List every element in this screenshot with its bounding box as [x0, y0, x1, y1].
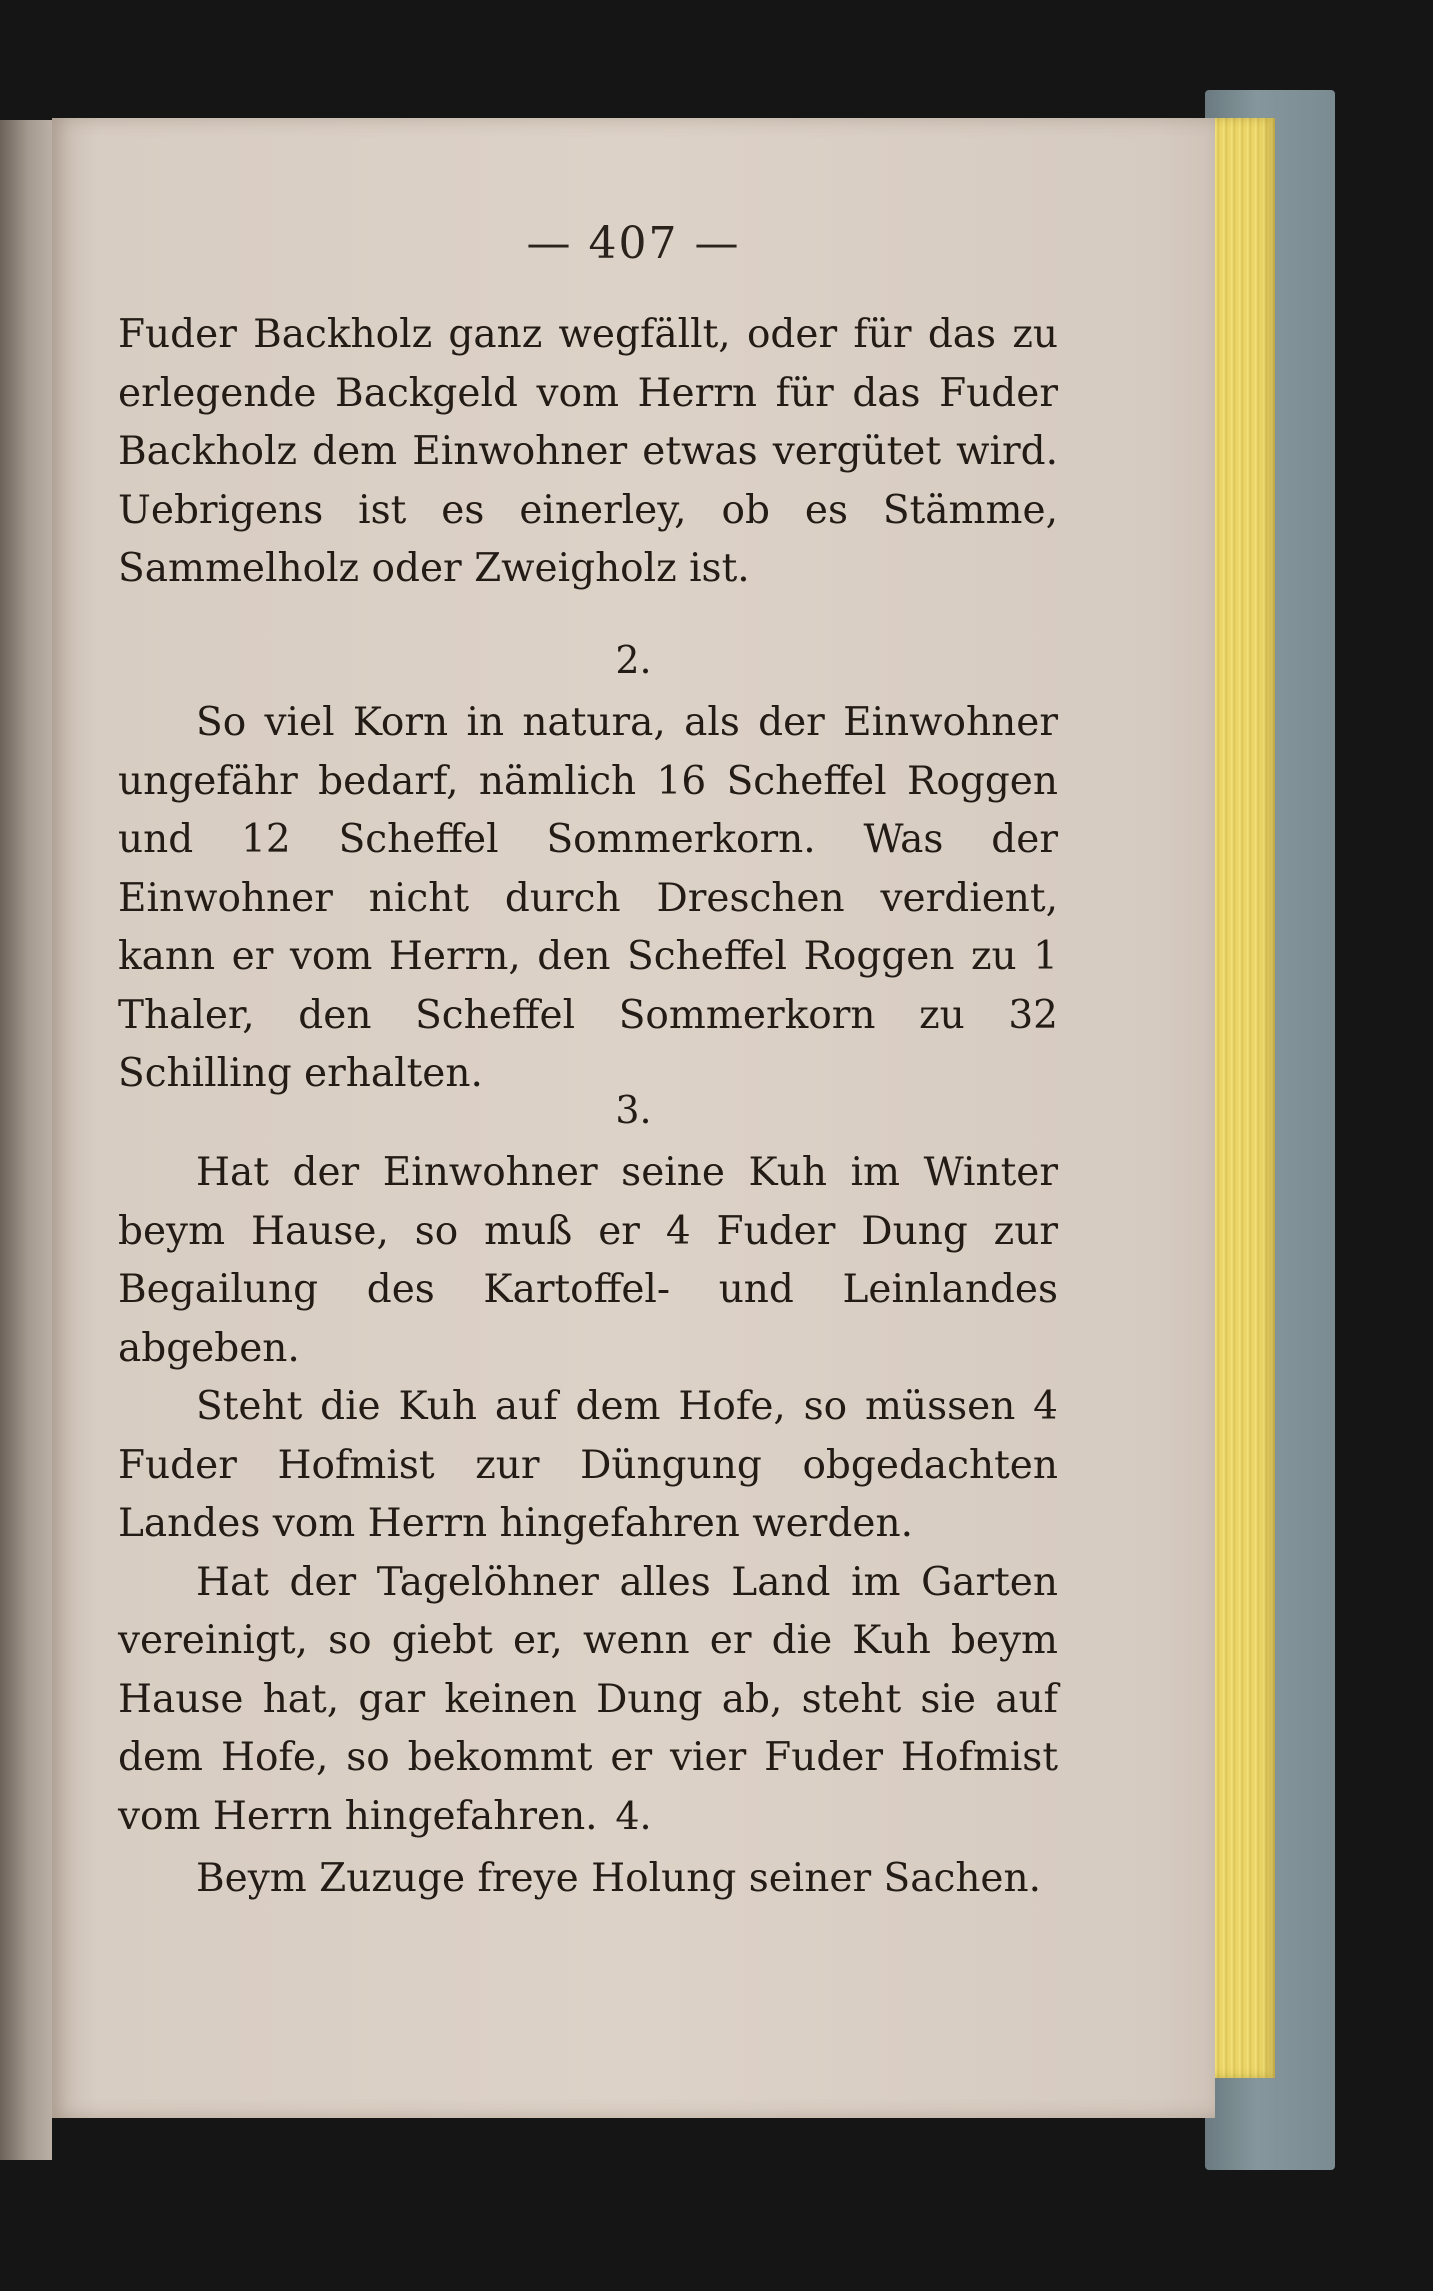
section-2-text	[118, 694, 1058, 1104]
page-number: — 407 —	[526, 218, 741, 269]
section-number-2: 2.	[615, 638, 652, 682]
gilt-page-edges	[1205, 118, 1275, 2078]
paragraph: Hat der Tagelöhner alles Land im Garten vereinigt, so giebt er, wenn er die Kuh beym Hause hat, gar keinen Dung ab, steht sie auf dem Hofe, so bekommt er vier Fuder Hofmist vom Herrn hingefahren.	[118, 1559, 1058, 1839]
paragraph: Steht die Kuh auf dem Hofe, so müssen 4 Fuder Hofmist zur Düngung obgedachten Landes vom Herrn hingefahren werden.	[118, 1384, 1058, 1546]
paragraph: Fuder Backholz ganz wegfällt, oder für das zu erlegende Backgeld vom Herrn für das Fuder Backholz dem Einwohner etwas vergütet wird. Uebrigens ist es einerley, ob es Stämme, Sammelholz oder Zweigholz ist.	[118, 312, 1058, 591]
book-page	[52, 118, 1215, 2118]
adjacent-page-edge	[0, 120, 52, 2160]
section-4-text	[118, 1850, 1058, 1909]
paragraph: Hat der Einwohner seine Kuh im Winter beym Hause, so muß er 4 Fuder Dung zur Begailung des Kartoffel- und Leinlandes abgeben.	[118, 1150, 1058, 1371]
paragraph: Beym Zuzuge freye Holung seiner Sachen.	[196, 1856, 1042, 1901]
paragraph: So viel Korn in natura, als der Einwohner ungefähr bedarf, nämlich 16 Scheffel Roggen und 12 Scheffel Sommerkorn. Was der Einwohner nicht durch Dreschen verdient, kann er vom Herrn, den Scheffel Roggen zu 1 Thaler, den Scheffel Sommerkorn zu 32 Schilling erhalten.	[118, 700, 1058, 1096]
section-number-3: 3.	[615, 1088, 652, 1132]
section-number-4: 4.	[615, 1794, 652, 1838]
continued-paragraph	[118, 306, 1058, 599]
section-3-text	[118, 1144, 1058, 1846]
